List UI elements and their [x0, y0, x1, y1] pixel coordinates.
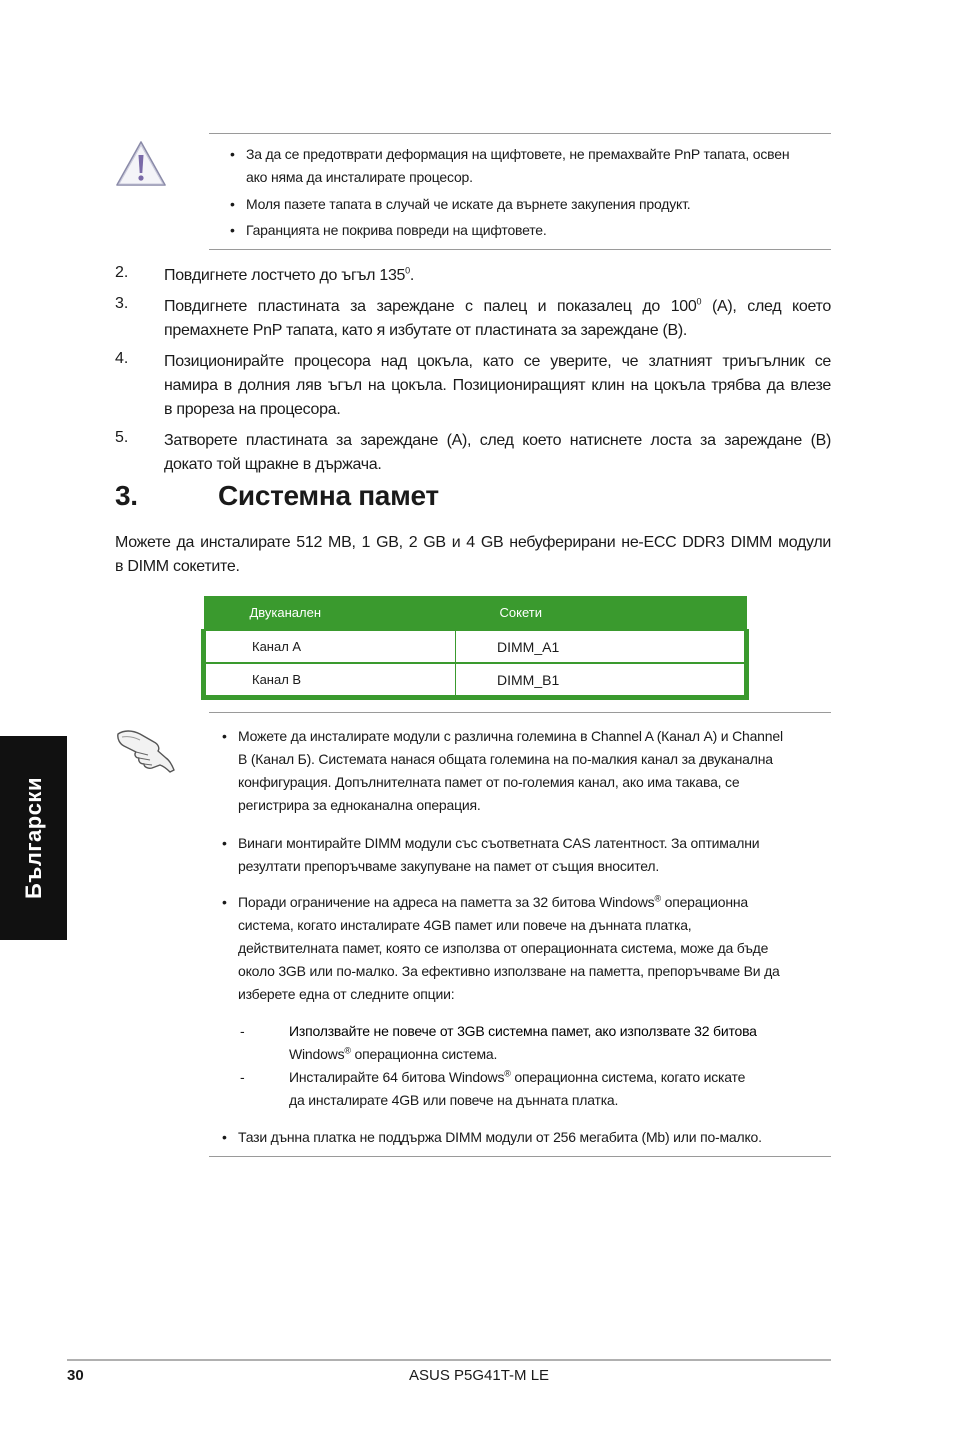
tip-3-line-1-main: Поради ограничение на адреса на паметта за 32 битова Windows: [238, 894, 655, 910]
dimm-socket-table: [201, 596, 749, 700]
step-5-line-2: докато той щракне в държача.: [164, 456, 382, 473]
tip-3-line-4: около 3GB или по-малко. За ефективно използване на паметта, препоръчваме Ви да: [238, 963, 780, 979]
tip-3-line-1-tail: операционна: [660, 894, 749, 910]
option-1-windows: Windows: [289, 1046, 345, 1062]
option-2-main: Инсталирайте 64 битова Windows: [289, 1069, 505, 1085]
step-4-line-2: намира в долния ляв ъгъл на цокъла. Позициониращият клин на цокъла трябва да влезе: [164, 377, 831, 394]
language-label: Български: [20, 777, 46, 899]
tip-2-line-2: резултати препоръчваме закупуване на памет от същия вносител.: [238, 858, 660, 874]
bullet: •: [230, 196, 235, 212]
table-header-cell: Сокети: [499, 605, 542, 620]
bullet: •: [222, 894, 227, 910]
bullet: •: [222, 728, 227, 744]
intro-line-2: в DIMM сокетите.: [115, 558, 240, 575]
table-cell-channel: Канал А: [204, 630, 456, 663]
footer-rule: [67, 1359, 831, 1361]
intro-paragraph: [115, 531, 831, 579]
option-1-line-1: Използвайте не повече от 3GB системна памет, ако използвате 32 битова: [289, 1023, 757, 1039]
warning-item-1-cont: ако няма да инсталирате процесор.: [246, 169, 473, 185]
tip-3-line-2: система, когато инсталирате 4GB памет или повече на дънната платка,: [238, 917, 692, 933]
option-1-line-2: [289, 1043, 497, 1066]
tip-1-line-2: B (Канал Б). Системата нанася общата големина на по-малкия канал за двуканална: [238, 751, 773, 767]
step-number: 5.: [115, 429, 129, 446]
step-2-main: Повдигнете лостчето до ъгъл 135: [164, 267, 406, 284]
page-number: 30: [67, 1367, 84, 1384]
table-row: [204, 663, 747, 698]
section-title: Системна памет: [218, 480, 439, 511]
warning-icon: [114, 139, 168, 189]
warning-item-1: За да се предотврати деформация на щифтовете, не премахвайте PnP тапата, освен: [246, 146, 790, 162]
step-number: 3.: [115, 295, 129, 312]
bullet: •: [230, 222, 235, 238]
tip-4-line-1: Тази дънна платка не поддържа DIMM модули от 256 мегабита (Mb) или по-малко.: [238, 1129, 762, 1145]
degree-sup: 0: [405, 265, 410, 276]
step-2-tail: .: [409, 267, 415, 284]
tip-1-line-1: Можете да инсталирате модули с различна големина в Channel A (Канал А) и Channel: [238, 728, 783, 744]
tip-1-line-3: конфигурация. Допълнителната памет от по-големия канал, ако има такава, се: [238, 774, 740, 790]
step-3-main: Повдигнете пластината за зареждане с палец и показалец до 100: [164, 298, 697, 315]
option-2-line-2: да инсталирате 4GB или повече на дънната платка.: [289, 1092, 619, 1108]
product-name: ASUS P5G41T-M LE: [409, 1367, 550, 1384]
degree-sup: 0: [696, 296, 702, 307]
bullet: •: [222, 1129, 227, 1145]
note-bottom-rule: [209, 249, 831, 250]
table-cell-socket: DIMM_B1: [456, 663, 747, 698]
tip-bottom-rule: [209, 1156, 831, 1157]
intro-line-1: Можете да инсталирате 512 MB, 1 GB, 2 GB и 4 GB небуферирани не-ECC DDR3 DIMM модули: [115, 534, 831, 551]
warning-item-3: Гаранцията не покрива повреди на щифтовете.: [246, 222, 547, 238]
step-number: 4.: [115, 350, 129, 367]
table-header-cell: Двуканален: [249, 605, 322, 620]
option-2-line-1: [289, 1066, 745, 1089]
dash: -: [240, 1069, 245, 1085]
registered-mark: ®: [344, 1045, 351, 1056]
step-4-text: [164, 350, 831, 422]
tip-3-line-1: [238, 891, 748, 914]
tip-3-line-5: изберете една от следните опции:: [238, 986, 455, 1002]
step-5-text: [164, 429, 831, 477]
tip-3-line-3: действителната памет, която се използва от операционната система, може да бъде: [238, 940, 769, 956]
step-3-line-2: премахнете PnP тапата, като я избутате от пластината за зареждане (B).: [164, 322, 688, 339]
tip-top-rule: [209, 712, 831, 713]
table-cell-channel: Канал В: [204, 663, 456, 698]
language-side-tab: [0, 736, 67, 940]
table-row: [204, 630, 747, 663]
bullet: •: [230, 146, 235, 162]
table-cell-socket: DIMM_A1: [456, 630, 747, 663]
dash: -: [240, 1023, 245, 1039]
section-number: 3.: [115, 480, 138, 511]
step-2-text: [164, 264, 831, 288]
step-4-line-3: в прореза на процесора.: [164, 401, 341, 418]
step-4-line-1: Позиционирайте процесора над цокъла, като се уверите, че златният триъгълник се: [164, 353, 831, 370]
step-3-line-1: [164, 295, 831, 319]
option-1-tail: операционна система.: [350, 1046, 498, 1062]
tip-2-line-1: Винаги монтирайте DIMM модули със съответната CAS латентност. За оптимални: [238, 835, 760, 851]
hand-pointer-icon: [114, 724, 180, 776]
tip-1-line-4: регистрира за едноканална операция.: [238, 797, 481, 813]
note-top-rule: [209, 133, 831, 134]
option-2-tail: операционна система, когато искате: [510, 1069, 746, 1085]
warning-item-2: Моля пазете тапата в случай че искате да върнете закупения продукт.: [246, 196, 691, 212]
registered-mark: ®: [654, 893, 661, 904]
step-number: 2.: [115, 264, 129, 281]
step-5-line-1: Затворете пластината за зареждане (А), след което натиснете лоста за зареждане (В): [164, 432, 831, 449]
step-3-text: [164, 295, 831, 343]
table-header-row: [204, 596, 747, 630]
step-3-tail: (А), след което: [701, 298, 831, 315]
bullet: •: [222, 835, 227, 851]
registered-mark: ®: [504, 1068, 511, 1079]
